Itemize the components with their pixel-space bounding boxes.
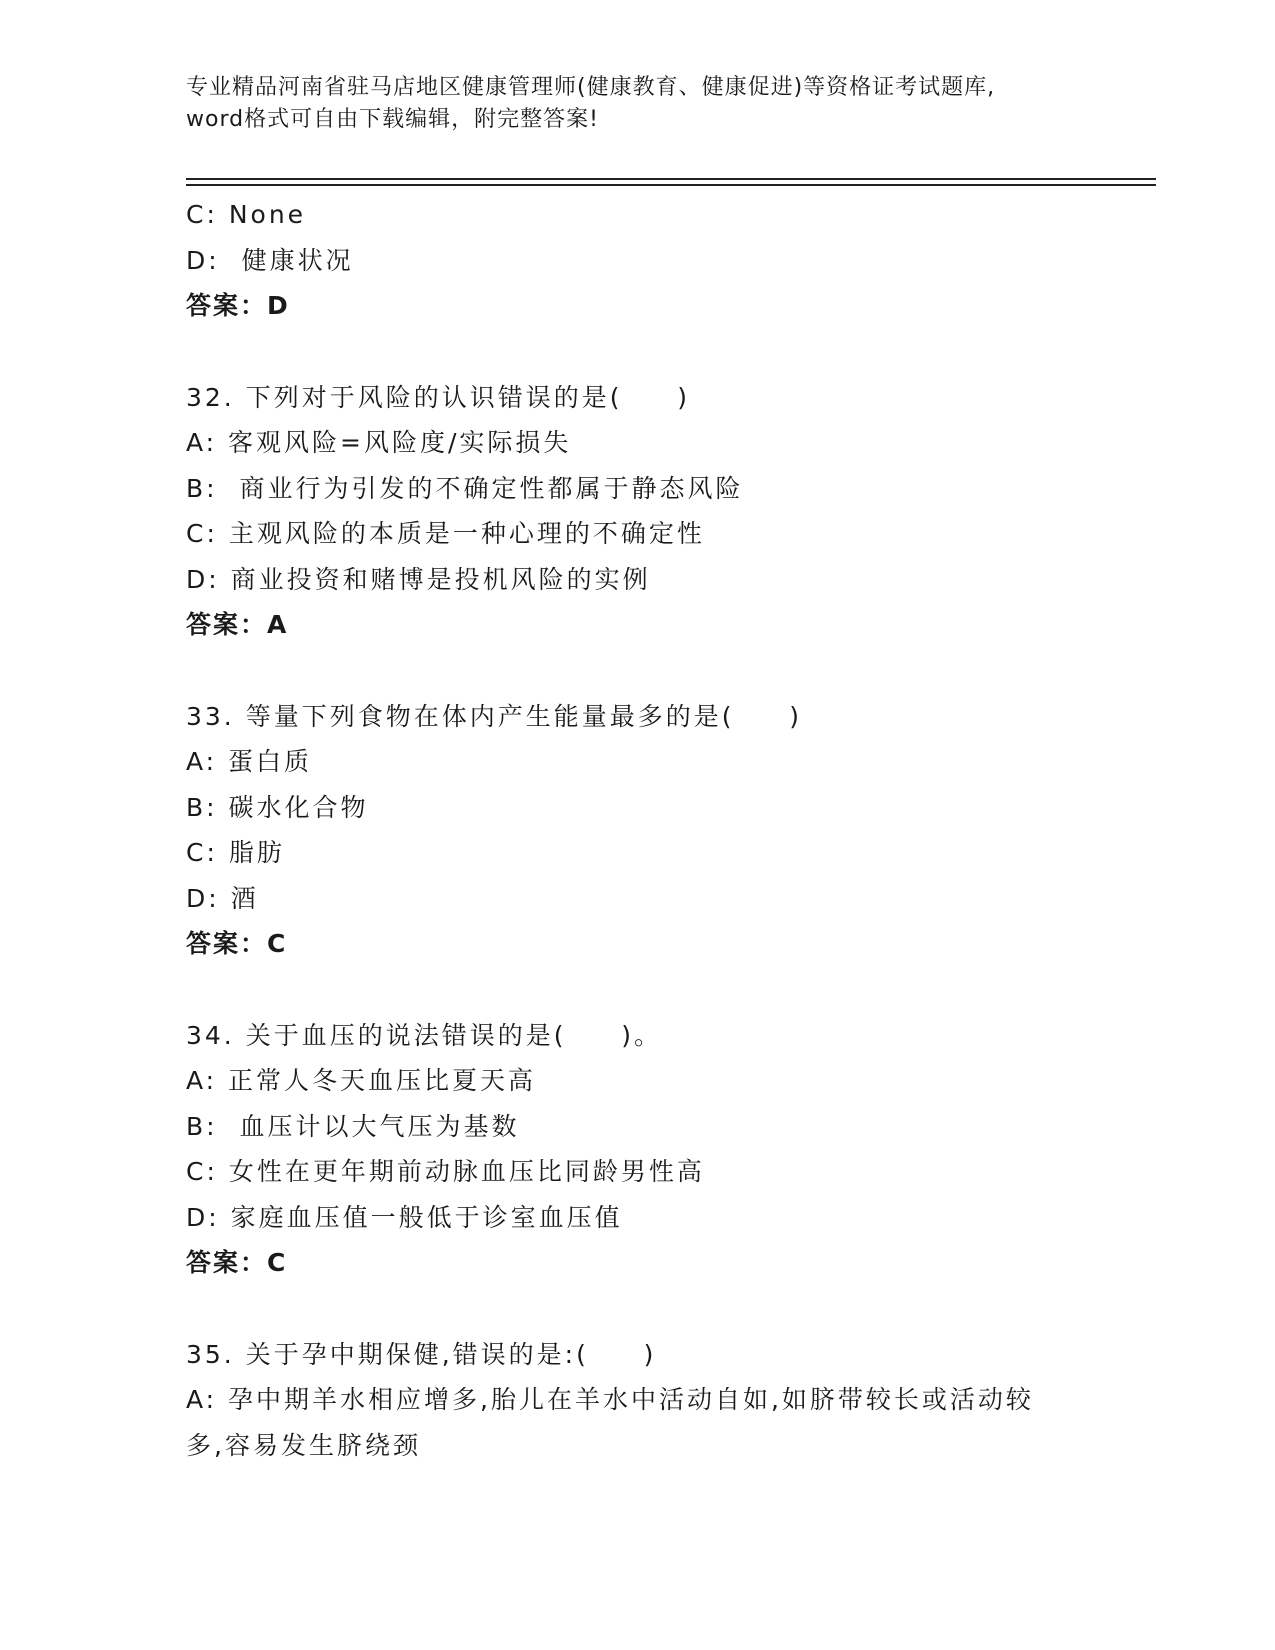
header-line-1: 专业精品河南省驻马店地区健康管理师(健康教育、健康促进)等资格证考试题库, [186, 75, 996, 100]
question-33-option-d: D: 酒 [186, 883, 259, 913]
question-33-answer: 答案：C [186, 929, 288, 958]
question-34-stem: 34. 关于血压的说法错误的是( )。 [186, 1020, 662, 1050]
question-32-stem: 32. 下列对于风险的认识错误的是( ) [186, 382, 690, 412]
question-32-option-c: C: 主观风险的本质是一种心理的不确定性 [186, 519, 705, 548]
question-34-answer: 答案：C [186, 1248, 288, 1277]
spacer [186, 329, 1086, 375]
question-34-option-d: D: 家庭血压值一般低于诊室血压值 [186, 1202, 623, 1232]
header-divider-top [186, 178, 1156, 180]
question-32-option-a: A: 客观风险=风险度/实际损失 [186, 428, 572, 457]
question-32-answer: 答案：A [186, 610, 289, 639]
document-header [186, 72, 1106, 136]
question-34-option-a: A: 正常人冬天血压比夏天高 [186, 1066, 537, 1095]
prev-option-c: C: None [186, 200, 307, 229]
question-33-option-a: A: 蛋白质 [186, 747, 313, 776]
question-33-stem: 33. 等量下列食物在体内产生能量最多的是( ) [186, 701, 802, 731]
question-34-option-c: C: 女性在更年期前动脉血压比同龄男性高 [186, 1157, 705, 1186]
question-35-option-a-line-2: 多,容易发生脐绕颈 [186, 1430, 421, 1460]
spacer [186, 1286, 1086, 1332]
question-35-option-a-line-1: A: 孕中期羊水相应增多,胎儿在羊水中活动自如,如脐带较长或活动较 [186, 1385, 1034, 1414]
header-line-2: word格式可自由下载编辑，附完整答案! [186, 107, 599, 132]
header-divider-bottom [186, 184, 1156, 186]
question-list [186, 192, 1086, 1468]
question-33-option-c: C: 脂肪 [186, 838, 285, 867]
question-32-option-d: D: 商业投资和赌博是投机风险的实例 [186, 564, 651, 594]
prev-answer: 答案：D [186, 291, 290, 320]
spacer [186, 648, 1086, 694]
question-35-stem: 35. 关于孕中期保健,错误的是:( ) [186, 1339, 657, 1369]
question-33-option-b: B: 碳水化合物 [186, 792, 369, 822]
spacer [186, 967, 1086, 1013]
question-32-option-b: B: 商业行为引发的不确定性都属于静态风险 [186, 473, 744, 503]
question-34-option-b: B: 血压计以大气压为基数 [186, 1111, 520, 1141]
prev-option-d: D: 健康状况 [186, 245, 354, 275]
